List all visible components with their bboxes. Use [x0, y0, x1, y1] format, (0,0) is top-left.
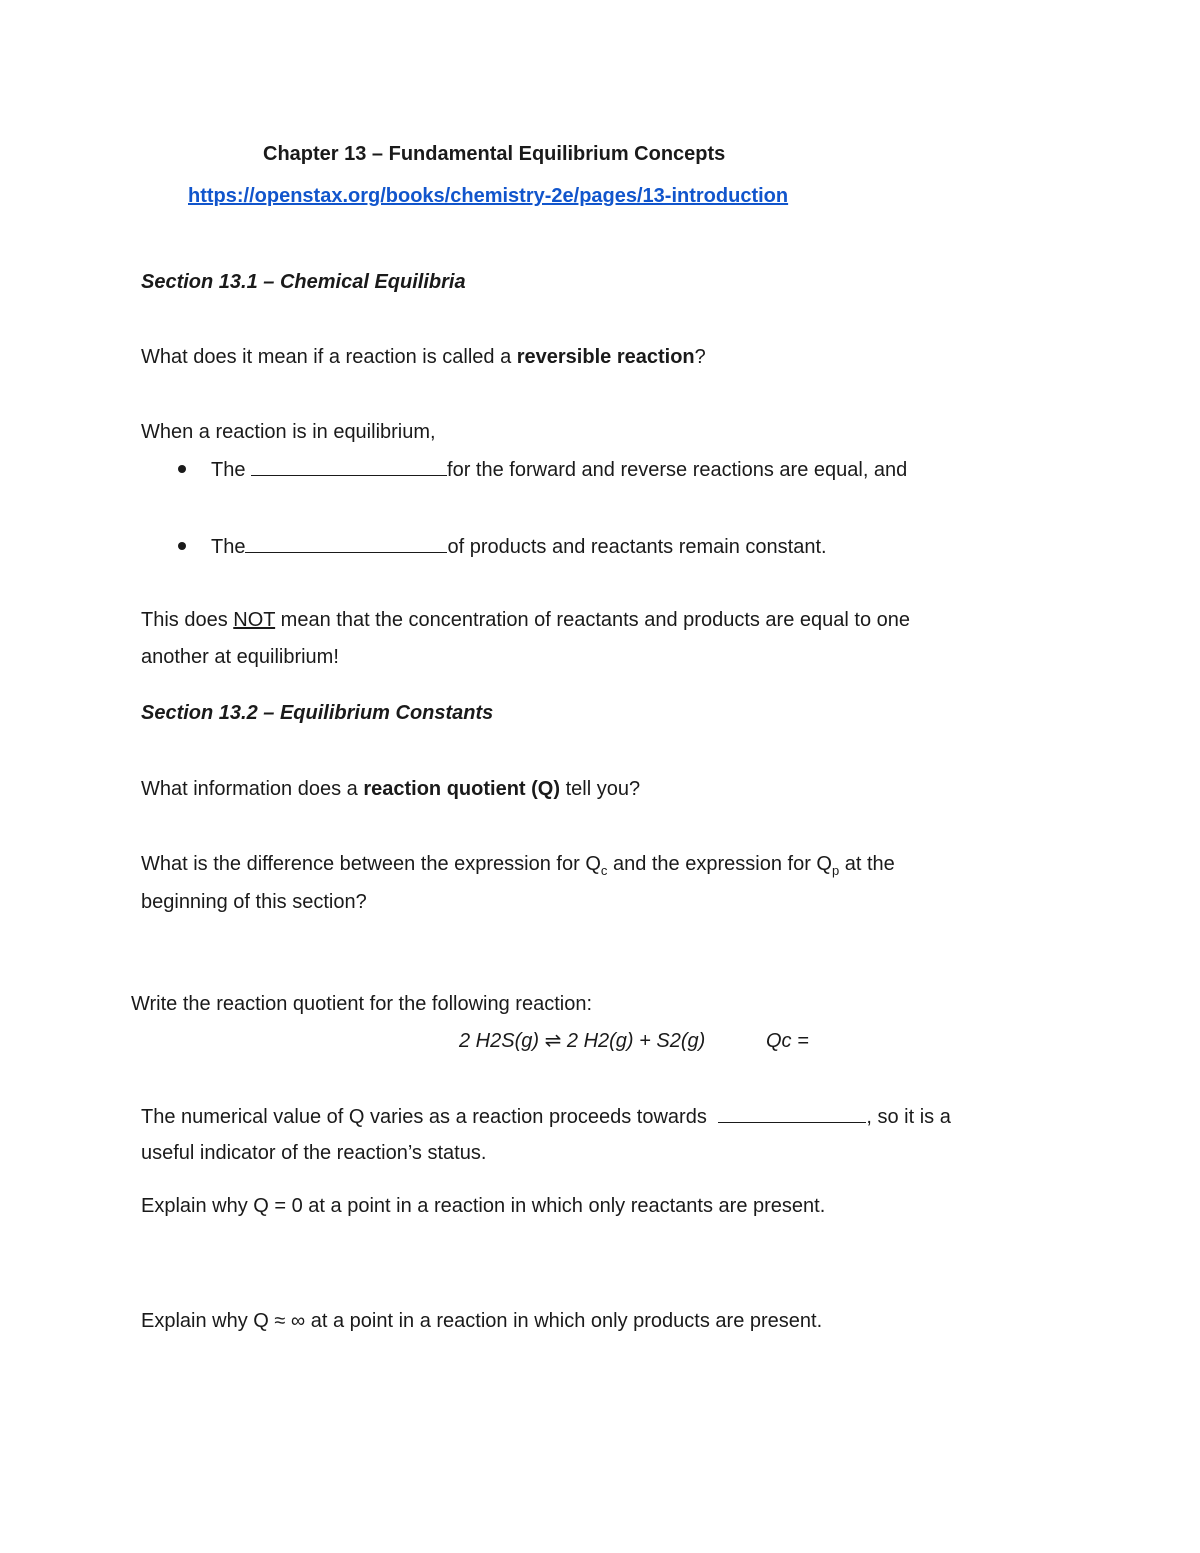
question-text: at the: [839, 853, 895, 875]
bullet-text: The: [211, 536, 246, 558]
reaction-equation: 2 H2S(g) ⇌ 2 H2(g) + S2(g): [459, 1030, 706, 1052]
explain-q-zero: Explain why Q = 0 at a point in a reaction in which only reactants are present.: [141, 1195, 826, 1217]
reaction-quotient-term: reaction quotient (Q): [363, 778, 561, 800]
question-mark: ?: [694, 346, 706, 368]
question-text: and the expression for Q: [607, 853, 832, 875]
statement-text: , so it is a: [866, 1106, 951, 1128]
section-13-1-heading: Section 13.1 – Chemical Equilibria: [141, 271, 466, 293]
qc-qp-question-line2: beginning of this section?: [141, 891, 367, 913]
bullet-text: for the forward and reverse reactions are equal, and: [447, 459, 908, 481]
subscript-p: p: [831, 863, 840, 878]
reversible-reaction-question: [141, 347, 706, 367]
page-title: Chapter 13 – Fundamental Equilibrium Concepts: [263, 143, 726, 165]
qc-qp-question: [141, 854, 895, 877]
question-text: tell you?: [560, 778, 641, 800]
bullet-text: The: [211, 459, 252, 481]
bullet-icon: [178, 465, 186, 473]
not-emphasis: NOT: [233, 609, 276, 631]
numerical-value-statement: [141, 1106, 951, 1127]
openstax-link[interactable]: https://openstax.org/books/chemistry-2e/pages/13-introduction: [188, 185, 789, 207]
question-text: What information does a: [141, 778, 364, 800]
bullet-concentrations: [211, 536, 827, 557]
write-quotient-prompt: Write the reaction quotient for the following reaction:: [131, 993, 592, 1015]
section-13-2-heading: Section 13.2 – Equilibrium Constants: [141, 702, 494, 724]
question-text: What does it mean if a reaction is called a: [141, 346, 517, 368]
bullet-text: of products and reactants remain constant.: [447, 536, 827, 558]
bullet-icon: [178, 542, 186, 550]
note-text: This does: [141, 609, 234, 631]
numerical-value-line2: useful indicator of the reaction’s status.: [141, 1142, 487, 1164]
fill-in-blank[interactable]: [251, 459, 447, 476]
not-equal-note: [141, 610, 910, 630]
note-text: mean that the concentration of reactants and products are equal to one: [275, 609, 910, 631]
explain-q-infinity: Explain why Q ≈ ∞ at a point in a reaction in which only products are present.: [141, 1310, 823, 1332]
equilibrium-intro: When a reaction is in equilibrium,: [141, 421, 436, 443]
question-text: What is the difference between the expression for Q: [141, 853, 601, 875]
statement-text: The numerical value of Q varies as a reaction proceeds towards: [141, 1106, 713, 1128]
reaction-quotient-question: [141, 779, 640, 799]
subscript-c: c: [600, 863, 608, 878]
qc-label: Qc =: [766, 1030, 809, 1052]
fill-in-blank[interactable]: [718, 1106, 866, 1123]
not-equal-note-line2: another at equilibrium!: [141, 646, 339, 668]
reversible-reaction-term: reversible reaction: [516, 346, 695, 368]
fill-in-blank[interactable]: [245, 536, 447, 553]
bullet-rates: [211, 459, 907, 480]
